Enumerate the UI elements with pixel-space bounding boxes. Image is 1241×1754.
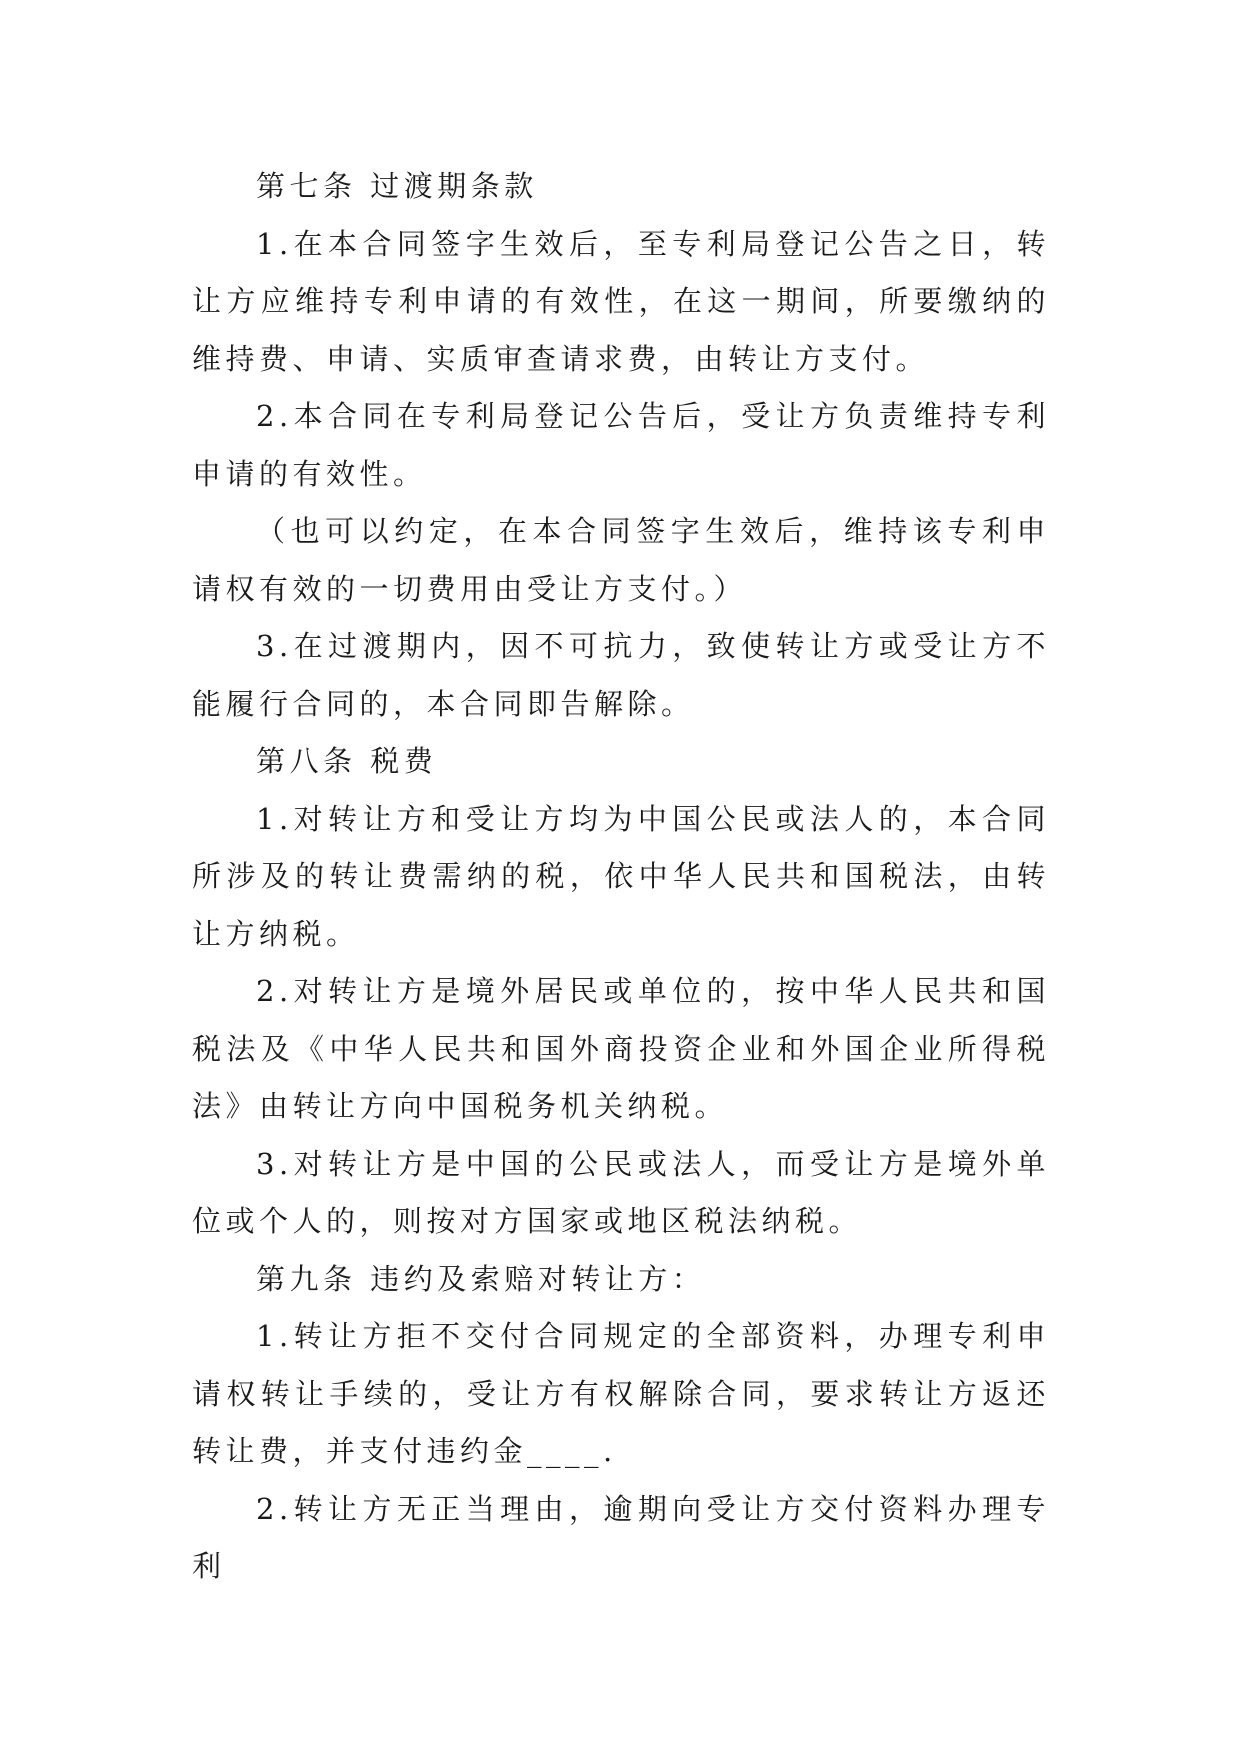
article-8-clause-2: 2.对转让方是境外居民或单位的，按中华人民共和国税法及《中华人民共和国外商投资企业和外国企业所得税法》由转让方向中国税务机关纳税。 bbox=[192, 974, 1050, 1123]
article-7-clause-3: 3.在过渡期内，因不可抗力，致使转让方或受让方不能履行合同的，本合同即告解除。 bbox=[192, 629, 1050, 721]
article-7-note: （也可以约定，在本合同签字生效后，维持该专利申请权有效的一切费用由受让方支付。） bbox=[192, 514, 1050, 606]
article-8-clause-3: 3.对转让方是中国的公民或法人，而受让方是境外单位或个人的，则按对方国家或地区税法纳税。 bbox=[192, 1146, 1050, 1238]
document-body bbox=[192, 158, 1050, 1596]
article-7-clause-2: 2.本合同在专利局登记公告后，受让方负责维持专利申请的有效性。 bbox=[192, 399, 1050, 491]
article-8-heading: 第八条 税费 bbox=[256, 744, 438, 778]
article-8-clause-1: 1.对转让方和受让方均为中国公民或法人的，本合同所涉及的转让费需纳的税，依中华人民共和国税法，由转让方纳税。 bbox=[192, 801, 1050, 951]
article-9-heading: 第九条 违约及索赔对转让方： bbox=[256, 1261, 706, 1296]
article-9-clause-2: 2.转让方无正当理由，逾期向受让方交付资料办理专利 bbox=[192, 1491, 1050, 1583]
article-7-clause-1: 1.在本合同签字生效后，至专利局登记公告之日，转让方应维持专利申请的有效性，在这一期间，所要缴纳的维持费、申请、实质审查请求费，由转让方支付。 bbox=[192, 226, 1050, 376]
article-7-heading: 第七条 过渡期条款 bbox=[256, 169, 538, 203]
article-9-clause-1: 1.转让方拒不交付合同规定的全部资料，办理专利申请权转让手续的，受让方有权解除合同，要求转让方返还转让费，并支付违约金____. bbox=[192, 1319, 1050, 1468]
